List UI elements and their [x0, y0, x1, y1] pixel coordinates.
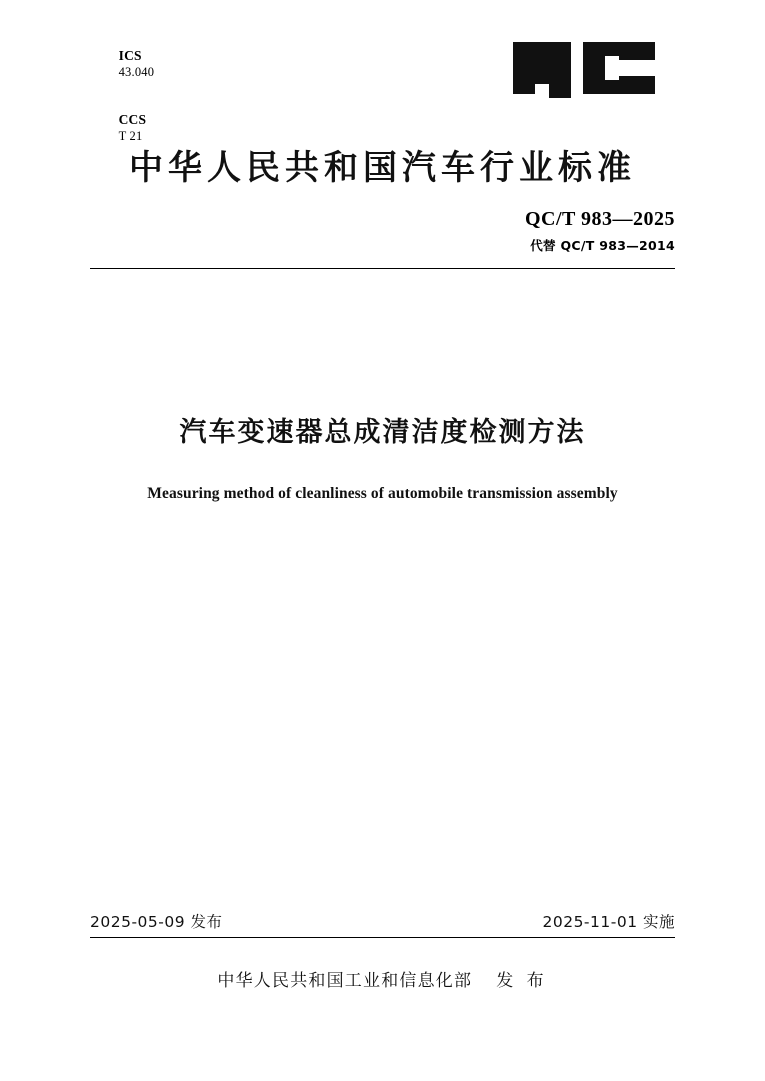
replaces-line — [255, 236, 675, 254]
replaces-label: 代替 — [530, 238, 556, 253]
document-title-english: Measuring method of cleanliness of automobile transmission assembly — [147, 485, 618, 502]
implementation-date: 2025-11-01 实施 — [542, 913, 675, 931]
header-block — [90, 32, 675, 143]
qc-logo-icon — [509, 32, 659, 104]
issuer-name: 中华人民共和国工业和信息化部 — [217, 971, 473, 991]
replaces-number: QC/T 983—2014 — [560, 238, 675, 253]
divider-top — [90, 268, 675, 269]
standard-number: QC/T 983—2025 — [524, 208, 675, 230]
date-row — [90, 910, 675, 932]
ccs-label: CCS — [118, 112, 147, 127]
ics-value: 43.040 — [118, 65, 155, 79]
page-title: 中华人民共和国汽车行业标准 — [129, 148, 636, 188]
ics-label: ICS — [118, 48, 142, 63]
ics-line — [90, 32, 154, 96]
ccs-value: T 21 — [118, 129, 143, 143]
standard-number-block — [255, 208, 675, 254]
issue-date: 2025-05-09 发布 — [90, 913, 223, 931]
document-title-chinese: 汽车变速器总成清洁度检测方法 — [179, 417, 586, 448]
issue-word: 发 布 — [496, 971, 548, 991]
divider-bottom — [90, 937, 675, 938]
issuing-authority — [0, 966, 765, 991]
